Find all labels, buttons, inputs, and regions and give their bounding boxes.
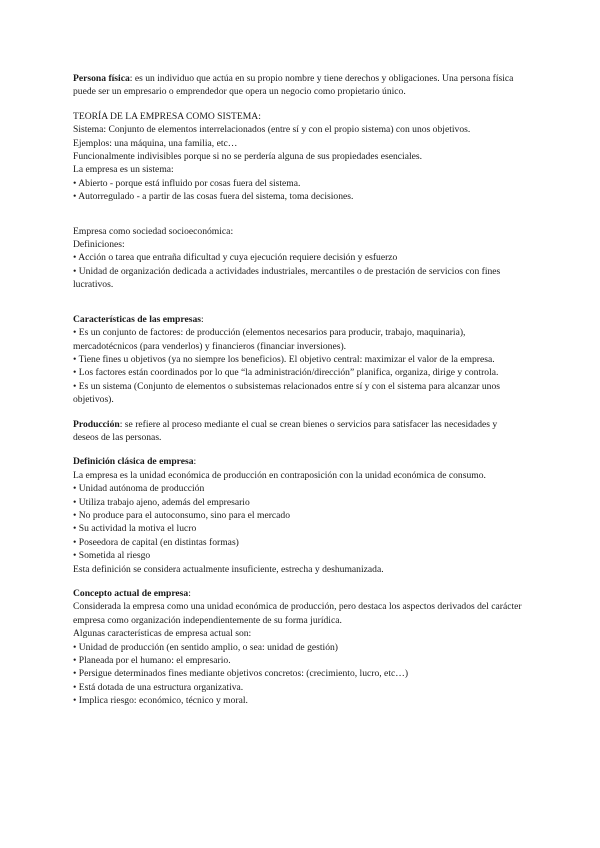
socioeconomica-heading: Empresa como sociedad socioeconómica: — [73, 225, 234, 237]
list-item: • Implica riesgo: económico, técnico y moral. — [73, 695, 248, 707]
actual-intro: Considerada la empresa como una unidad económica de producción, pero destaca los aspectos derivados del carácter empresa como organización independientemente de su forma jurídica. — [73, 601, 522, 626]
clasica-bullet-list — [73, 482, 525, 562]
produccion-paragraph — [73, 418, 525, 445]
teoria-line: La empresa es un sistema: — [73, 164, 174, 176]
teoria-bullet-list — [73, 177, 525, 204]
teoria-line: Ejemplos: una máquina, una familia, etc… — [73, 137, 238, 149]
list-item: • Es un conjunto de factores: de producción (elementos necesarios para producir, trabajo, maquinaria), mercadotécnicos (para venderlos) y financieros (financiar inversiones). — [73, 327, 466, 352]
caracteristicas-heading: Características de las empresas — [73, 313, 201, 325]
actual-heading-line — [73, 587, 525, 600]
list-item: • Los factores están coordinados por lo que “la administración/dirección” planifica, organiza, dirige y controla. — [73, 367, 499, 379]
clasica-heading-line — [73, 455, 525, 468]
actual-heading: Concepto actual de empresa — [73, 588, 189, 599]
clasica-colon: : — [193, 456, 197, 468]
clasica-heading: Definición clásica de empresa — [73, 456, 194, 468]
socioeconomica-sub: Definiciones: — [73, 239, 125, 251]
list-item: • Abierto - porque está influido por cosas fuera del sistema. — [73, 177, 301, 189]
teoria-line: Sistema: Conjunto de elementos interrelacionados (entre sí y con el propio sistema) con unos objetivos. — [73, 124, 471, 136]
caracteristicas-heading-line — [73, 313, 525, 326]
teoria-heading: TEORÍA DE LA EMPRESA COMO SISTEMA: — [73, 110, 261, 122]
list-item: • Sometida al riesgo — [73, 550, 151, 562]
persona-fisica-paragraph — [73, 72, 525, 99]
list-item: • Tiene fines u objetivos (ya no siempre los beneficios). El objetivo central: maximizar el valor de la empresa. — [73, 353, 495, 365]
produccion-text: : se refiere al proceso mediante el cual se crean bienes o servicios para satisfacer las necesidades y deseos de las personas. — [73, 418, 498, 443]
actual-colon: : — [188, 588, 191, 599]
list-item: • No produce para el autoconsumo, sino para el mercado — [73, 509, 291, 521]
actual-bullet-list — [73, 641, 525, 708]
list-item: • Unidad autónoma de producción — [73, 483, 205, 495]
list-item: • Persigue determinados fines mediante objetivos concretos: (crecimiento, lucro, etc…) — [73, 668, 409, 680]
caracteristicas-bullet-list — [73, 326, 525, 406]
produccion-term: Producción — [73, 418, 120, 430]
persona-fisica-text: : es un individuo que actúa en su propio nombre y tiene derechos y obligaciones. Una persona física puede ser un empresario o emprendedor que opera un negocio como propietario único. — [73, 73, 514, 98]
list-item: • Acción o tarea que entraña dificultad y cuya ejecución requiere decisión y esfuerzo — [73, 252, 398, 264]
list-item: • Autorregulado - a partir de las cosas fuera del sistema, toma decisiones. — [73, 191, 354, 203]
teoria-line: Funcionalmente indivisibles porque si no se perdería alguna de sus propiedades esenciales. — [73, 151, 423, 163]
list-item: • Planeada por el humano: el empresario. — [73, 655, 231, 667]
list-item: • Unidad de producción (en sentido amplio, o sea: unidad de gestión) — [73, 641, 338, 653]
list-item: • Está dotada de una estructura organizativa. — [73, 681, 244, 693]
persona-fisica-term: Persona física — [73, 73, 130, 84]
list-item: • Unidad de organización dedicada a actividades industriales, mercantiles o de prestación de servicios con fines lucrativos. — [73, 265, 501, 291]
actual-sub: Algunas características de empresa actual son: — [73, 628, 252, 640]
socioeconomica-bullet-list — [73, 251, 525, 291]
caracteristicas-colon: : — [200, 313, 204, 325]
list-item: • Utiliza trabajo ajeno, además del empresario — [73, 496, 250, 508]
clasica-closing: Esta definición se considera actualmente insuficiente, estrecha y deshumanizada. — [73, 563, 384, 575]
list-item: • Su actividad la motiva el lucro — [73, 523, 197, 535]
document-body — [73, 72, 525, 708]
list-item: • Poseedora de capital (en distintas formas) — [73, 536, 239, 548]
list-item: • Es un sistema (Conjunto de elementos o subsistemas relacionados entre sí y con el sistema para alcanzar unos objetivos). — [73, 380, 500, 406]
clasica-intro: La empresa es la unidad económica de producción en contraposición con la unidad económica de consumo. — [73, 469, 486, 481]
